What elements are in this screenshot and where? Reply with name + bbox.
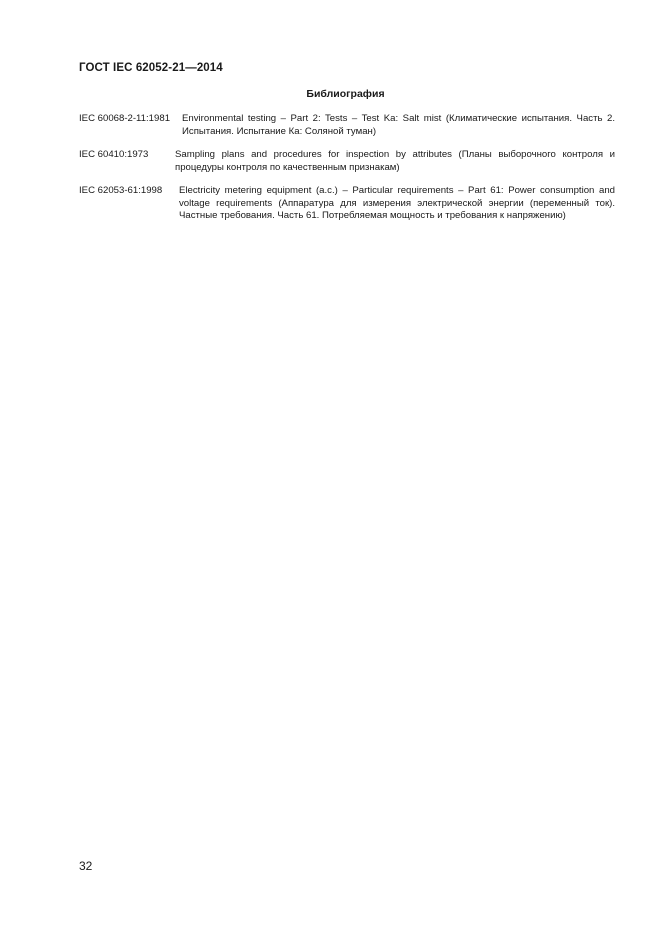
bibliography-entry-text: Electricity metering equipment (a.c.) – Particular requirements – Part 61: Power consumption and voltage requirements (Аппаратура для измерения электрической энергии (переменный ток). Частные требования. Часть 61. Потребляемая мощность и требования к напряжению) (179, 185, 615, 221)
bibliography-entry-text: Environmental testing – Part 2: Tests – Test Ka: Salt mist (Климатические испытания. Часть 2. Испытания. Испытание Ка: Соляной туман) (182, 113, 615, 137)
bibliography-entry (79, 185, 615, 223)
bibliography-entry (79, 149, 615, 174)
bibliography-entry-text: Sampling plans and procedures for inspection by attributes (Планы выборочного контроля и процедуры контроля по качественным признакам) (175, 149, 615, 173)
bibliography-entry-code: IEC 60068-2-11:1981 (79, 113, 171, 124)
bibliography-entry-code: IEC 60410:1973 (79, 149, 149, 160)
page-number: 32 (79, 859, 93, 873)
bibliography-entry (79, 113, 615, 138)
section-title: Библиография (306, 88, 385, 100)
document-header: ГОСТ IEC 62052-21—2014 (79, 62, 223, 74)
bibliography-entry-code: IEC 62053-61:1998 (79, 185, 163, 196)
bibliography-list (79, 113, 615, 234)
